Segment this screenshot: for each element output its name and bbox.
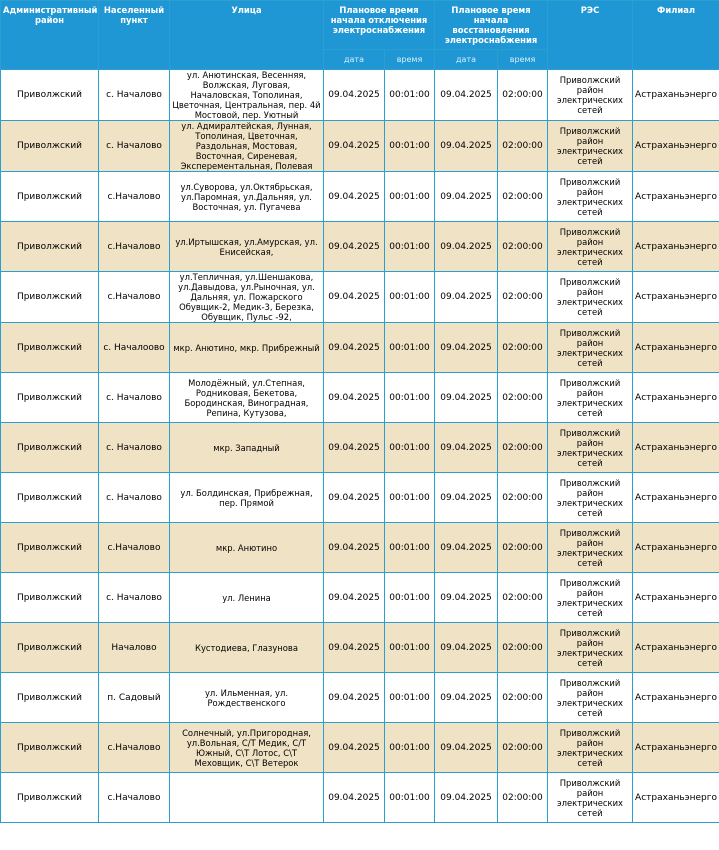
off-time-cell: 00:01:00 (385, 523, 435, 573)
branch-cell: Астраханьэнерго (633, 423, 719, 473)
street-cell: ул.Суворова, ул.Октябрьская, ул.Паромная, ул.Дальняя, ул. Восточная, ул. Пугачева (170, 172, 324, 222)
header-on-date: дата (435, 50, 498, 70)
on-date-cell: 09.04.2025 (435, 773, 498, 823)
on-time-cell: 02:00:00 (498, 121, 548, 172)
locality-cell: с.Началово (99, 222, 170, 272)
district-cell: Приволжский (1, 673, 99, 723)
street-cell: мкр. Западный (170, 423, 324, 473)
on-date-cell: 09.04.2025 (435, 323, 498, 373)
branch-cell: Астраханьэнерго (633, 70, 719, 121)
branch-cell: Астраханьэнерго (633, 523, 719, 573)
off-time-cell: 00:01:00 (385, 323, 435, 373)
off-date-cell: 09.04.2025 (324, 623, 385, 673)
district-cell: Приволжский (1, 222, 99, 272)
on-date-cell: 09.04.2025 (435, 272, 498, 323)
branch-cell: Астраханьэнерго (633, 373, 719, 423)
district-cell: Приволжский (1, 773, 99, 823)
table-row (1, 423, 719, 473)
off-date-cell: 09.04.2025 (324, 723, 385, 773)
on-date-cell: 09.04.2025 (435, 373, 498, 423)
street-cell: ул. Ленина (170, 573, 324, 623)
district-cell: Приволжский (1, 323, 99, 373)
on-time-cell: 02:00:00 (498, 323, 548, 373)
on-time-cell: 02:00:00 (498, 723, 548, 773)
off-date-cell: 09.04.2025 (324, 272, 385, 323)
street-cell: мкр. Анютино, мкр. Прибрежный (170, 323, 324, 373)
street-cell: ул.Тепличная, ул.Шеншакова, ул.Давыдова, ул.Рыночная, ул. Дальняя, ул. Пожарского Обувщик-2, Медик-3, Березка, Обувщик, Пульс -92, (170, 272, 324, 323)
table-row (1, 673, 719, 723)
on-date-cell: 09.04.2025 (435, 423, 498, 473)
district-cell: Приволжский (1, 473, 99, 523)
off-date-cell: 09.04.2025 (324, 573, 385, 623)
off-date-cell: 09.04.2025 (324, 222, 385, 272)
off-time-cell: 00:01:00 (385, 773, 435, 823)
locality-cell: с.Началово (99, 523, 170, 573)
on-time-cell: 02:00:00 (498, 272, 548, 323)
res-cell: Приволжский район электрических сетей (548, 573, 633, 623)
off-time-cell: 00:01:00 (385, 70, 435, 121)
off-time-cell: 00:01:00 (385, 172, 435, 222)
street-cell: ул.Иртышская, ул.Амурская, ул. Енисейская, (170, 222, 324, 272)
table-body (1, 70, 719, 823)
street-cell (170, 773, 324, 823)
locality-cell: с.Началово (99, 272, 170, 323)
district-cell: Приволжский (1, 272, 99, 323)
on-time-cell: 02:00:00 (498, 673, 548, 723)
branch-cell: Астраханьэнерго (633, 673, 719, 723)
off-time-cell: 00:01:00 (385, 473, 435, 523)
street-cell: Кустодиева, Глазунова (170, 623, 324, 673)
off-date-cell: 09.04.2025 (324, 323, 385, 373)
branch-cell: Астраханьэнерго (633, 473, 719, 523)
res-cell: Приволжский район электрических сетей (548, 272, 633, 323)
header-locality: Населенный пункт (99, 1, 170, 70)
table-header (1, 1, 719, 70)
on-date-cell: 09.04.2025 (435, 623, 498, 673)
table-row (1, 323, 719, 373)
on-time-cell: 02:00:00 (498, 222, 548, 272)
off-date-cell: 09.04.2025 (324, 172, 385, 222)
locality-cell: с. Началово (99, 373, 170, 423)
on-date-cell: 09.04.2025 (435, 673, 498, 723)
branch-cell: Астраханьэнерго (633, 222, 719, 272)
res-cell: Приволжский район электрических сетей (548, 172, 633, 222)
district-cell: Приволжский (1, 523, 99, 573)
off-date-cell: 09.04.2025 (324, 773, 385, 823)
table-row (1, 70, 719, 121)
off-date-cell: 09.04.2025 (324, 121, 385, 172)
res-cell: Приволжский район электрических сетей (548, 723, 633, 773)
locality-cell: с. Началово (99, 473, 170, 523)
res-cell: Приволжский район электрических сетей (548, 673, 633, 723)
header-off-date: дата (324, 50, 385, 70)
branch-cell: Астраханьэнерго (633, 573, 719, 623)
on-time-cell: 02:00:00 (498, 373, 548, 423)
district-cell: Приволжский (1, 121, 99, 172)
off-time-cell: 00:01:00 (385, 121, 435, 172)
res-cell: Приволжский район электрических сетей (548, 423, 633, 473)
district-cell: Приволжский (1, 373, 99, 423)
street-cell: Солнечный, ул.Пригородная, ул.Вольная, С/Т Медик, С/Т Южный, С\Т Лотос, С\Т Меховщик, С\Т Ветерок (170, 723, 324, 773)
table-row (1, 172, 719, 222)
res-cell: Приволжский район электрических сетей (548, 70, 633, 121)
street-cell: ул. Болдинская, Прибрежная, пер. Прямой (170, 473, 324, 523)
branch-cell: Астраханьэнерго (633, 323, 719, 373)
off-time-cell: 00:01:00 (385, 373, 435, 423)
table-row (1, 523, 719, 573)
off-time-cell: 00:01:00 (385, 673, 435, 723)
off-date-cell: 09.04.2025 (324, 673, 385, 723)
branch-cell: Астраханьэнерго (633, 623, 719, 673)
branch-cell: Астраханьэнерго (633, 172, 719, 222)
table-row (1, 723, 719, 773)
locality-cell: Началово (99, 623, 170, 673)
header-branch: Филиал (633, 1, 719, 70)
locality-cell: с.Началово (99, 172, 170, 222)
res-cell: Приволжский район электрических сетей (548, 523, 633, 573)
on-time-cell: 02:00:00 (498, 773, 548, 823)
table-row (1, 473, 719, 523)
street-cell: ул. Анютинская, Весенняя, Волжская, Луговая, Началовская, Тополиная, Цветочная, Центральная, пер. 4й Мостовой, пер. Уютный (170, 70, 324, 121)
on-date-cell: 09.04.2025 (435, 473, 498, 523)
off-time-cell: 00:01:00 (385, 222, 435, 272)
table-row (1, 623, 719, 673)
on-date-cell: 09.04.2025 (435, 172, 498, 222)
res-cell: Приволжский район электрических сетей (548, 222, 633, 272)
district-cell: Приволжский (1, 423, 99, 473)
on-time-cell: 02:00:00 (498, 172, 548, 222)
street-cell: ул. Адмиралтейская, Лунная, Тополиная, Цветочная, Раздольная, Мостовая, Восточная, Сиреневая, Эксперементальная, Полевая (170, 121, 324, 172)
on-time-cell: 02:00:00 (498, 523, 548, 573)
branch-cell: Астраханьэнерго (633, 773, 719, 823)
on-time-cell: 02:00:00 (498, 623, 548, 673)
street-cell: Молодёжный, ул.Степная, Родниковая, Бекетова, Бородинская, Виноградная, Репина, Кутузова, (170, 373, 324, 423)
res-cell: Приволжский район электрических сетей (548, 473, 633, 523)
district-cell: Приволжский (1, 573, 99, 623)
table-row (1, 121, 719, 172)
on-time-cell: 02:00:00 (498, 423, 548, 473)
res-cell: Приволжский район электрических сетей (548, 121, 633, 172)
street-cell: ул. Ильменная, ул. Рождественского (170, 673, 324, 723)
off-date-cell: 09.04.2025 (324, 473, 385, 523)
district-cell: Приволжский (1, 723, 99, 773)
locality-cell: с. Началово (99, 70, 170, 121)
on-date-cell: 09.04.2025 (435, 222, 498, 272)
res-cell: Приволжский район электрических сетей (548, 323, 633, 373)
off-date-cell: 09.04.2025 (324, 523, 385, 573)
off-date-cell: 09.04.2025 (324, 373, 385, 423)
on-date-cell: 09.04.2025 (435, 723, 498, 773)
header-street: Улица (170, 1, 324, 70)
off-date-cell: 09.04.2025 (324, 423, 385, 473)
header-off-time: Плановое время начала отключения электроснабжения (324, 1, 435, 50)
on-date-cell: 09.04.2025 (435, 523, 498, 573)
on-date-cell: 09.04.2025 (435, 70, 498, 121)
header-off-timecol: время (385, 50, 435, 70)
on-date-cell: 09.04.2025 (435, 121, 498, 172)
branch-cell: Астраханьэнерго (633, 272, 719, 323)
header-on-timecol: время (498, 50, 548, 70)
locality-cell: с. Началоово (99, 323, 170, 373)
on-date-cell: 09.04.2025 (435, 573, 498, 623)
district-cell: Приволжский (1, 70, 99, 121)
district-cell: Приволжский (1, 172, 99, 222)
res-cell: Приволжский район электрических сетей (548, 373, 633, 423)
off-time-cell: 00:01:00 (385, 272, 435, 323)
res-cell: Приволжский район электрических сетей (548, 623, 633, 673)
branch-cell: Астраханьэнерго (633, 121, 719, 172)
off-time-cell: 00:01:00 (385, 573, 435, 623)
locality-cell: с. Началово (99, 423, 170, 473)
on-time-cell: 02:00:00 (498, 70, 548, 121)
table-row (1, 573, 719, 623)
locality-cell: с.Началово (99, 773, 170, 823)
locality-cell: п. Садовый (99, 673, 170, 723)
off-time-cell: 00:01:00 (385, 723, 435, 773)
branch-cell: Астраханьэнерго (633, 723, 719, 773)
locality-cell: с. Началово (99, 573, 170, 623)
table-row (1, 222, 719, 272)
on-time-cell: 02:00:00 (498, 573, 548, 623)
header-res: РЭС (548, 1, 633, 70)
off-time-cell: 00:01:00 (385, 623, 435, 673)
street-cell: мкр. Анютино (170, 523, 324, 573)
table-row (1, 272, 719, 323)
header-on-time: Плановое время начала восстановления электроснабжения (435, 1, 548, 50)
locality-cell: с. Началово (99, 121, 170, 172)
res-cell: Приволжский район электрических сетей (548, 773, 633, 823)
on-time-cell: 02:00:00 (498, 473, 548, 523)
off-date-cell: 09.04.2025 (324, 70, 385, 121)
locality-cell: с.Началово (99, 723, 170, 773)
district-cell: Приволжский (1, 623, 99, 673)
header-district: Административный район (1, 1, 99, 70)
table-row (1, 773, 719, 823)
table-row (1, 373, 719, 423)
off-time-cell: 00:01:00 (385, 423, 435, 473)
